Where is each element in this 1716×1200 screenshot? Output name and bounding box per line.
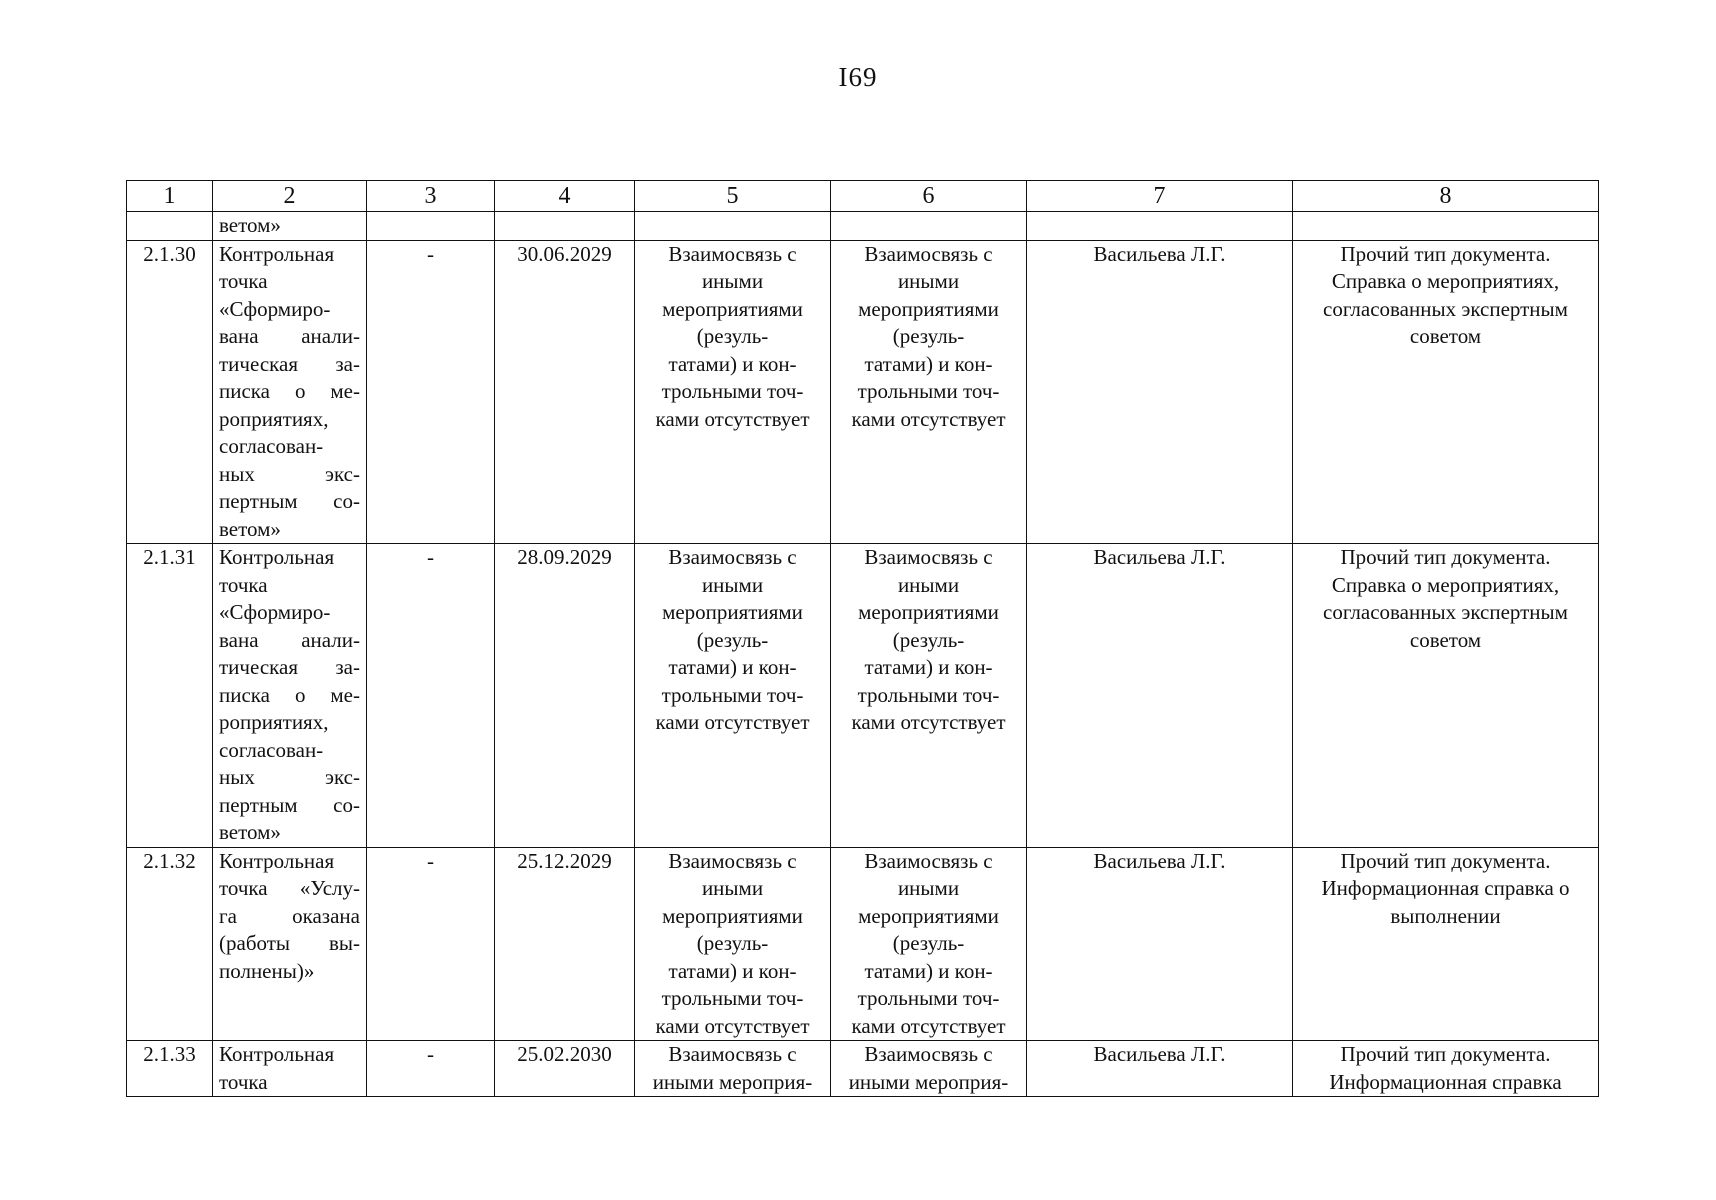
cell-name [213,240,367,544]
name-line: пертным со- [219,792,360,817]
name-line: Контрольная [219,848,335,873]
cell-empty [367,212,495,241]
name-line: ных экс- [219,765,360,789]
cell-relation: Взаимосвязь с иными мероприятиями (резуль- татами) и кон- трольными точ- ками отсутствует [831,847,1027,1041]
cell-dash: - [367,1041,495,1097]
name-line: пертным со- [219,489,360,513]
cell-responsible: Васильева Л.Г. [1027,1041,1293,1097]
name-line: ветом» [219,516,281,541]
cell-date: 25.02.2030 [495,1041,635,1097]
cell-num: 2.1.30 [127,240,213,544]
name-line: (работы вы- [219,931,360,955]
cell-relation: Взаимосвязь с иными мероприя- [635,1041,831,1097]
name-line: га оказана [219,903,360,928]
cell-name [213,544,367,848]
column-header: 1 [127,181,213,212]
cell-document: Прочий тип документа. Справка о мероприятиях, согласованных экспертным советом [1293,544,1599,848]
column-header: 3 [367,181,495,212]
name-line: точка [219,1069,268,1094]
cell-responsible: Васильева Л.Г. [1027,544,1293,848]
name-line: согласован- [219,434,324,458]
column-header: 7 [1027,181,1293,212]
name-line: писка о ме- [219,379,360,403]
column-header: 5 [635,181,831,212]
cell-empty [1027,212,1293,241]
name-line: ных экс- [219,461,360,486]
cell-relation: Взаимосвязь с иными мероприятиями (резуль- татами) и кон- трольными точ- ками отсутствует [635,847,831,1041]
cell-num: 2.1.31 [127,544,213,848]
column-header: 4 [495,181,635,212]
column-header: 2 [213,181,367,212]
cell-dash: - [367,544,495,848]
cell-relation: Взаимосвязь с иными мероприятиями (резуль- татами) и кон- трольными точ- ками отсутствует [831,240,1027,544]
cell-name [213,847,367,1041]
cell-num: 2.1.33 [127,1041,213,1097]
table-row [127,847,1599,1041]
cell-date: 28.09.2029 [495,544,635,848]
name-line: роприятиях, [219,710,329,734]
name-line: полнены)» [219,958,315,983]
cell-relation: Взаимосвязь с иными мероприятиями (резуль- татами) и кон- трольными точ- ками отсутствует [635,240,831,544]
name-line: Контрольная [219,1042,335,1066]
table-header-row [127,181,1599,212]
name-line: тическая за- [219,351,360,376]
cell-date: 25.12.2029 [495,847,635,1041]
cell-responsible: Васильева Л.Г. [1027,240,1293,544]
cell-name [213,1041,367,1097]
cell-relation: Взаимосвязь с иными мероприятиями (резуль- татами) и кон- трольными точ- ками отсутствует [831,544,1027,848]
name-line: роприятиях, [219,406,329,431]
cell-document: Прочий тип документа. Информационная справка [1293,1041,1599,1097]
name-line: точка [219,572,268,597]
name-line: «Сформиро- [219,600,331,624]
cell-date: 30.06.2029 [495,240,635,544]
name-line: тическая за- [219,655,360,679]
cell-empty [495,212,635,241]
cell-document: Прочий тип документа. Справка о мероприятиях, согласованных экспертным советом [1293,240,1599,544]
name-line: «Сформиро- [219,296,331,321]
name-line: Контрольная [219,241,335,266]
name-line: ветом» [219,820,281,844]
name-line: вана анали- [219,627,360,652]
activities-table [126,180,1599,1097]
cell-relation: Взаимосвязь с иными мероприя- [831,1041,1027,1097]
column-header: 8 [1293,181,1599,212]
cell-document: Прочий тип документа. Информационная справка о выполнении [1293,847,1599,1041]
cell-empty [635,212,831,241]
cell-dash: - [367,240,495,544]
page-number: I69 [838,62,878,92]
cell-relation: Взаимосвязь с иными мероприятиями (резуль- татами) и кон- трольными точ- ками отсутствует [635,544,831,848]
table-row [127,240,1599,544]
name-line: писка о ме- [219,682,360,707]
cell-responsible: Васильева Л.Г. [1027,847,1293,1041]
table-row [127,544,1599,848]
cell-dash: - [367,847,495,1041]
name-line: точка [219,269,268,293]
cell-num [127,212,213,241]
name-line: вана анали- [219,324,360,348]
name-line: точка «Услу- [219,876,360,900]
cell-empty [831,212,1027,241]
column-header: 6 [831,181,1027,212]
cell-empty [1293,212,1599,241]
name-line: Контрольная [219,545,335,569]
table-row [127,1041,1599,1097]
table-row-continuation [127,212,1599,241]
cell-num: 2.1.32 [127,847,213,1041]
name-line: согласован- [219,737,324,762]
cell-name: ветом» [213,212,367,241]
